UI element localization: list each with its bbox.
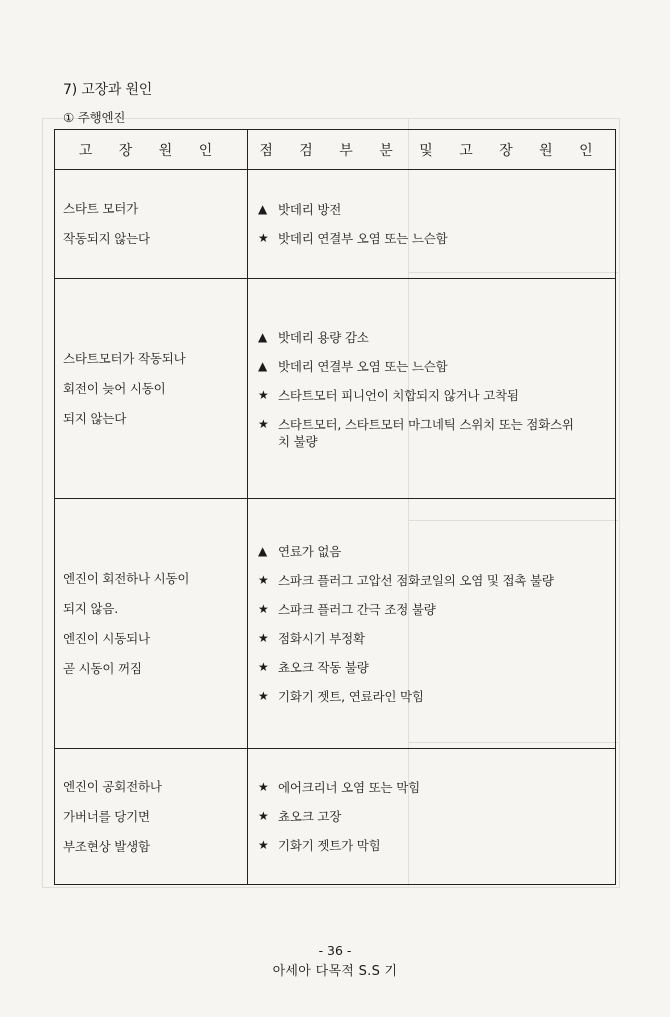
check-item-text: 밧데리 용량 감소 xyxy=(278,330,369,345)
check-cell xyxy=(248,279,616,499)
table-header-row xyxy=(55,130,616,170)
check-item xyxy=(258,682,615,711)
check-cell xyxy=(248,749,616,885)
check-item xyxy=(258,410,615,454)
cause-line: 가버너를 당기면 xyxy=(63,808,150,824)
header-check: 점 검 부 분 및 고 장 원 인 xyxy=(248,130,616,170)
check-item xyxy=(258,195,615,224)
check-item-text: 스파크 플러그 고압선 점화코일의 오염 및 접촉 불량 xyxy=(278,572,554,588)
check-cell xyxy=(248,170,616,279)
triangle-icon: ▲ xyxy=(258,330,268,344)
cause-line: 작동되지 않는다 xyxy=(63,231,150,246)
check-item xyxy=(258,802,615,831)
cause-line: 엔진이 공회전하나 xyxy=(63,778,162,794)
section-title: 7) 고장과 원인 xyxy=(63,82,153,98)
check-item-text: 스타트모터 피니언이 치합되지 않거나 고착됨 xyxy=(278,388,519,403)
table-row xyxy=(55,749,616,885)
check-item xyxy=(258,381,615,410)
check-item xyxy=(258,323,615,352)
check-item-text: 스파크 플러그 간극 조정 불량 xyxy=(278,601,436,617)
check-item-text: 점화시기 부정확 xyxy=(278,630,365,646)
check-item-text: 에어크리너 오염 또는 막힘 xyxy=(278,780,420,795)
star-icon: ★ xyxy=(258,688,269,703)
table-row xyxy=(55,279,616,499)
check-item-text: 쵸오크 고장 xyxy=(278,809,342,824)
page-number: - 36 - xyxy=(318,943,352,958)
cause-line: 스타트모터가 작동되나 xyxy=(63,350,186,366)
star-icon: ★ xyxy=(258,838,269,852)
cause-cell xyxy=(55,279,248,499)
cause-line: 부조현상 발생함 xyxy=(63,838,150,854)
check-item-text: 밧데리 연결부 오염 또는 느슨함 xyxy=(278,359,448,374)
check-item-text: 밧데리 방전 xyxy=(278,202,342,217)
star-icon: ★ xyxy=(258,659,269,674)
check-item-text: 기화기 젯트, 연료라인 막힘 xyxy=(278,688,424,704)
check-item xyxy=(258,653,615,682)
check-item-text: 밧데리 연결부 오염 또는 느슨함 xyxy=(278,231,448,246)
cause-line: 엔진이 시동되나 xyxy=(63,630,150,646)
triangle-icon: ▲ xyxy=(258,359,268,373)
star-icon: ★ xyxy=(258,630,269,645)
star-icon: ★ xyxy=(258,572,269,587)
star-icon: ★ xyxy=(258,809,269,823)
triangle-icon: ▲ xyxy=(258,543,268,558)
check-item xyxy=(258,595,615,624)
star-icon: ★ xyxy=(258,388,269,402)
cause-line: 스타트 모터가 xyxy=(63,201,139,216)
check-cell xyxy=(248,499,616,749)
cause-cell xyxy=(55,499,248,749)
check-item xyxy=(258,773,615,802)
cause-line: 되지 않는다 xyxy=(63,410,127,426)
check-item-text: 기화기 젯트가 막힘 xyxy=(278,838,381,853)
check-item-text: 연료가 없음 xyxy=(278,543,342,559)
check-item-text: 쵸오크 작동 불량 xyxy=(278,659,369,675)
triangle-icon: ▲ xyxy=(258,202,268,216)
check-item xyxy=(258,831,615,860)
star-icon: ★ xyxy=(258,780,269,794)
star-icon: ★ xyxy=(258,231,269,245)
table-row xyxy=(55,170,616,279)
cause-cell xyxy=(55,170,248,279)
cause-line: 되지 않음. xyxy=(63,600,119,616)
cause-cell xyxy=(55,749,248,885)
check-item-text: 스타트모터, 스타트모터 마그네틱 스위치 또는 점화스위치 불량 xyxy=(278,417,574,449)
table-row xyxy=(55,499,616,749)
star-icon: ★ xyxy=(258,601,269,616)
check-item xyxy=(258,566,615,595)
check-item xyxy=(258,624,615,653)
check-item xyxy=(258,537,615,566)
cause-line: 엔진이 회전하나 시동이 xyxy=(63,570,190,586)
check-item xyxy=(258,352,615,381)
footer-product-name: 아세아 다목적 S.S 기 xyxy=(272,964,398,979)
subsection-title: ① 주행엔진 xyxy=(63,110,126,125)
star-icon: ★ xyxy=(258,417,269,431)
cause-line: 회전이 늦어 시동이 xyxy=(63,380,166,396)
header-cause: 고 장 원 인 xyxy=(55,130,248,170)
fault-cause-table xyxy=(54,129,616,885)
check-item xyxy=(258,224,615,253)
cause-line: 곧 시동이 꺼짐 xyxy=(63,660,142,676)
